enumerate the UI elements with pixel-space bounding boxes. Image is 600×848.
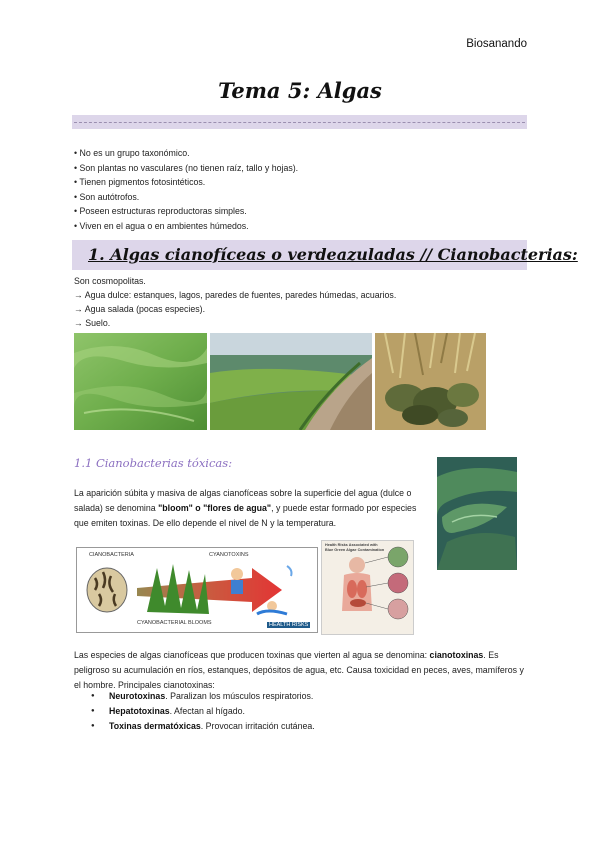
- list-item: ● Toxinas dermatóxicas. Provocan irritación cutánea.: [91, 719, 315, 734]
- photo-algae-mass-soil: [375, 333, 486, 430]
- photo-shore-bloom: [210, 333, 372, 430]
- section-line: → Suelo.: [74, 318, 111, 328]
- health-risks-body-chart: [321, 540, 414, 635]
- section-line: → Agua dulce: estanques, lagos, paredes de fuentes, paredes húmedas, acuarios.: [74, 290, 397, 300]
- list-item: • Tienen pigmentos fotosintéticos.: [74, 175, 298, 190]
- header-brand: Biosanando: [466, 38, 527, 50]
- diagram-label-health: HEALTH RISKS: [269, 622, 309, 628]
- intro-bullet-list: [74, 146, 298, 233]
- list-item: • Son autótrofos.: [74, 190, 298, 205]
- body-chart-title: Health Risks Associated with Blue Green Algae Contamination: [325, 543, 385, 552]
- cyanotoxins-paragraph: Las especies de algas cianofíceas que producen toxinas que vierten al agua se denomina: cianotoxinas. Es peligroso su acumulación en ríos, estanques, depósitos de agua, etc. Causa toxicidad en peces, aves, mamíferos y el hombre. Principales cianotoxinas:: [74, 650, 524, 690]
- section-title: 1. Algas cianofíceas o verdeazuladas // Cianobacterias:: [88, 245, 578, 264]
- bloom-paragraph: La aparición súbita y masiva de algas cianofíceas sobre la superficie del agua (dulce o salada) se denomina "bloom" o "flores de agua", y puede estar formado por especies que emiten toxinas. De ello depende el nivel de N y la temperatura.: [74, 488, 417, 528]
- section-line: → Agua salada (pocas especies).: [74, 304, 206, 314]
- list-item: ● Hepatotoxinas. Afectan al hígado.: [91, 704, 315, 719]
- page-title: Tema 5: Algas: [218, 78, 382, 103]
- body-chart-graphic: [322, 541, 413, 634]
- subsection-title: 1.1 Cianobacterias tóxicas:: [74, 456, 233, 470]
- list-item: • Son plantas no vasculares (no tienen raíz, tallo y hojas).: [74, 161, 298, 176]
- diagram-graphic: [77, 548, 317, 632]
- diagram-label-cyanobacteria: CIANOBACTERIA: [89, 552, 134, 558]
- toxins-list: [91, 689, 315, 734]
- photo-bloom-water: [437, 457, 517, 570]
- list-item: • No es un grupo taxonómico.: [74, 146, 298, 161]
- diagram-label-blooms: CYANOBACTERIAL BLOOMS: [137, 620, 212, 626]
- list-item: • Poseen estructuras reproductoras simples.: [74, 204, 298, 219]
- list-item: ● Neurotoxinas. Paralizan los músculos respiratorios.: [91, 689, 315, 704]
- list-item: • Viven en el agua o en ambientes húmedos.: [74, 219, 298, 234]
- diagram-label-cyanotoxins: CYANOTOXINS: [209, 552, 249, 558]
- title-divider-dashes: [74, 122, 525, 123]
- cyanobacteria-diagram: [76, 547, 318, 633]
- photo-green-lake-surface: [74, 333, 207, 430]
- section-line: Son cosmopolitas.: [74, 276, 146, 286]
